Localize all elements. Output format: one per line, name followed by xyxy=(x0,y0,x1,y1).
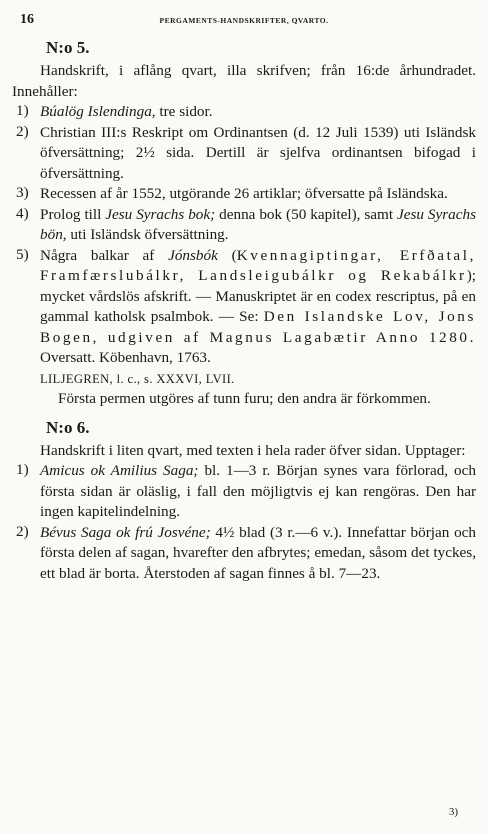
item-detail: ); mycket vårdslös afskrift. — Manuskriptet är en codex rescriptus, på en gammal katholsk psalmbok. — Se: xyxy=(40,267,476,325)
entry-6 xyxy=(12,418,476,585)
item-title: Jónsbók xyxy=(168,246,218,264)
item-number: 4) xyxy=(16,204,29,222)
page-number: 16 xyxy=(20,12,34,27)
item-detail: bl. 1—3 r. Början synes vara förlorad, och första sidan är oläslig, i fall den möjligtvis ej kan rengöras. Den har ingen kapitelindelning. xyxy=(40,462,476,520)
item-text xyxy=(40,205,476,246)
entry-title: N:o 5. xyxy=(46,38,90,57)
item-text xyxy=(40,461,476,523)
entry-intro: Handskrift i liten qvart, med texten i hela rader öfver sidan. Upptager: xyxy=(40,441,466,459)
item-detail: Prolog till xyxy=(40,205,106,223)
item-detail: Några balkar af xyxy=(40,246,169,264)
item-text xyxy=(40,523,476,585)
item-text xyxy=(40,102,476,123)
list-item xyxy=(12,102,476,123)
item-title: Jesu Syrachs bok; xyxy=(105,205,216,223)
item-detail: denna bok (50 kapitel), samt xyxy=(215,205,397,223)
item-spaced-text: Kvennagiptingar, Erfðatal, Framfærslubálkr, Landsleigubálkr og Rekabálkr xyxy=(40,246,476,284)
page-header xyxy=(12,8,476,30)
item-title: Amicus ok Amilius Saga; xyxy=(40,462,199,479)
entry-intro: Handskrift, i aflång qvart, illa skrifven; från 16:de århundradet. Innehåller: xyxy=(12,62,476,100)
list-item xyxy=(12,246,476,369)
item-text: Christian III:s Reskript om Ordinantsen (d. 12 Juli 1539) uti Isländsk öfversättning; 2½ sida. Dertill är sjelfva ordinantsen bifogad i öfversättning. xyxy=(40,123,476,182)
item-title: Bévus Saga ok frú Josvéne; xyxy=(40,523,211,541)
item-number: 1) xyxy=(16,102,29,119)
item-title: Búalög Islendinga, xyxy=(40,103,156,120)
list-item xyxy=(12,184,476,205)
entry-5 xyxy=(12,38,476,410)
signature-mark: 3) xyxy=(448,806,458,818)
entry-title: N:o 6. xyxy=(46,417,90,437)
item-number: 2) xyxy=(16,522,29,540)
note-text: Första permen utgöres af tunn furu; den andra är förkommen. xyxy=(58,390,431,407)
item-detail: Oversatt. Köbenhavn, 1763. xyxy=(40,349,211,366)
item-number: 5) xyxy=(16,245,29,263)
item-text: Recessen af år 1552, utgörande 26 artiklar; öfversatte på Isländska. xyxy=(40,185,448,202)
item-detail: tre sidor. xyxy=(155,103,213,120)
list-item xyxy=(12,523,476,585)
item-number: 3) xyxy=(16,184,29,201)
item-text xyxy=(40,246,476,369)
item-detail: 4½ blad (3 r.—6 v.). Innefattar början och första delen af sagan, hvarefter den afbrytes; emedan, såsom det tyckes, ett blad är borta. Återstoden af sagan finnes å bl. 7—23. xyxy=(40,523,476,582)
list-item xyxy=(12,461,476,523)
item-detail: ( xyxy=(217,246,237,264)
item-detail: uti Isländsk öfversättning. xyxy=(66,226,229,243)
item-reference-title: Den Islandske Lov, Jons Bogen, udgiven af Magnus Lagabætir Anno 1280. xyxy=(40,308,476,346)
bibliographic-reference: LILJEGREN, l. c., s. XXXVI, LVII. xyxy=(40,371,235,386)
item-number: 2) xyxy=(16,122,29,140)
list-item xyxy=(12,205,476,246)
item-title: Jesu Syrachs bön, xyxy=(40,205,476,243)
entry-notes xyxy=(12,369,476,410)
running-title: PERGAMENTS-HANDSKRIFTER, QVARTO. xyxy=(159,16,329,25)
list-item xyxy=(12,123,476,185)
item-number: 1) xyxy=(16,461,29,478)
